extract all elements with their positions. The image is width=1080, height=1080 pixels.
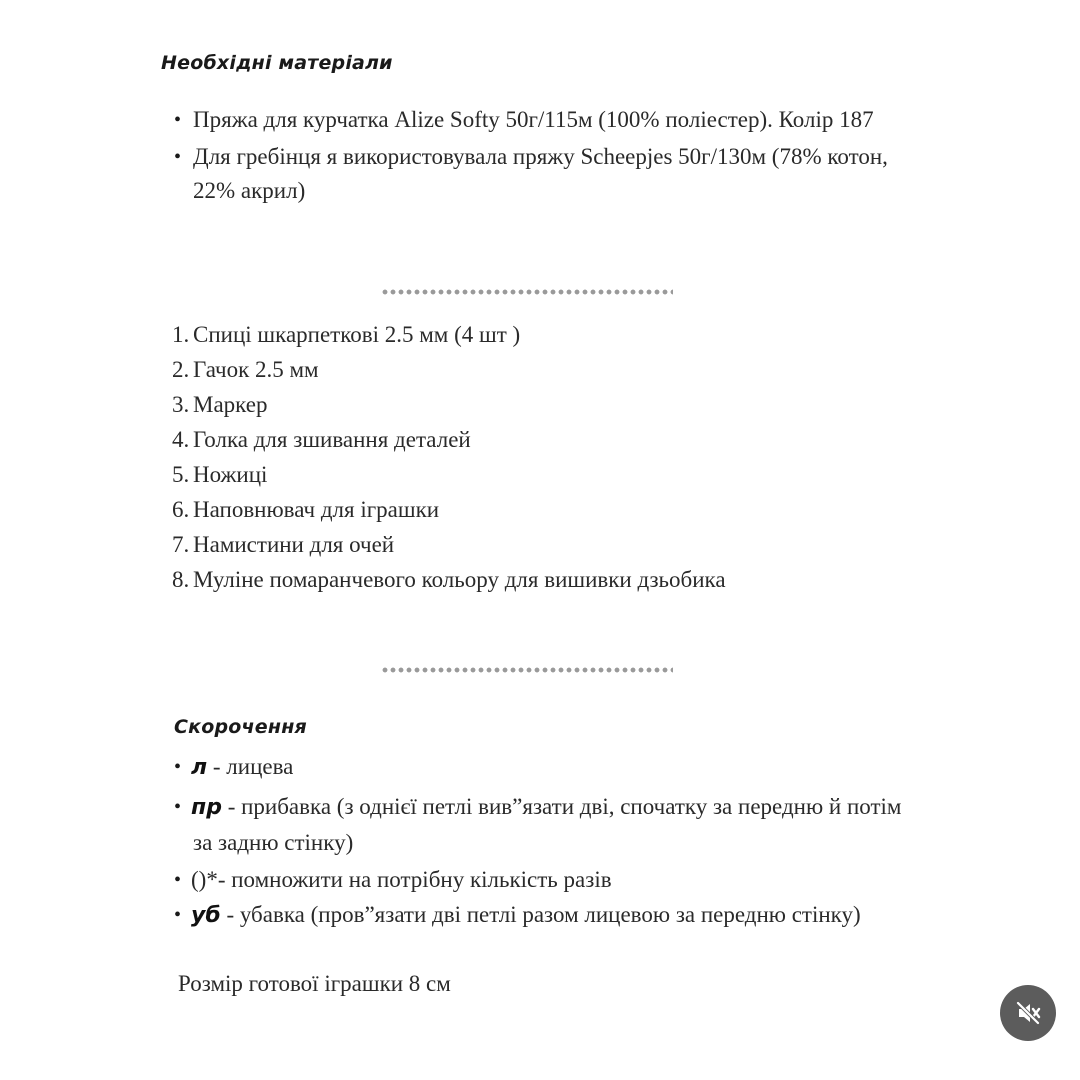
list-number: 4. bbox=[172, 427, 190, 452]
abbreviation-desc: - лицева bbox=[207, 754, 294, 779]
dotted-divider bbox=[381, 289, 673, 295]
yarn-item-text: Пряжа для курчатка Alize Softy 50г/115м (100% поліестер). Колір 187 bbox=[193, 107, 874, 132]
tool-text: Гачок 2.5 мм bbox=[193, 357, 319, 382]
list-number: 6. bbox=[172, 497, 190, 522]
abbreviation-term: л bbox=[191, 755, 208, 780]
bullet: • bbox=[174, 146, 182, 168]
list-number: 5. bbox=[172, 462, 190, 487]
materials-heading: Необхідні матеріали bbox=[161, 52, 393, 74]
abbreviation-entry bbox=[191, 752, 293, 783]
abbreviation-entry bbox=[191, 900, 861, 931]
abbreviations-heading: Скорочення bbox=[174, 716, 307, 738]
speaker-muted-icon bbox=[1013, 998, 1043, 1028]
abbreviation-desc: - убавка (пров”язати дві петлі разом лицевою за передню стінку) bbox=[220, 902, 861, 927]
list-number: 2. bbox=[172, 357, 190, 382]
list-number: 1. bbox=[172, 322, 190, 347]
abbreviation-entry bbox=[191, 792, 901, 823]
list-number: 3. bbox=[172, 392, 190, 417]
dotted-divider bbox=[381, 667, 673, 673]
bullet: • bbox=[174, 796, 182, 818]
tool-text: Маркер bbox=[193, 392, 268, 417]
abbreviation-term: пр bbox=[191, 795, 222, 820]
size-note: Розмір готової іграшки 8 см bbox=[178, 971, 451, 996]
abbreviation-desc: - прибавка (з однієї петлі вив”язати дві, спочатку за передню й потім bbox=[221, 794, 902, 819]
bullet: • bbox=[174, 756, 182, 778]
tool-text: Спиці шкарпеткові 2.5 мм (4 шт ) bbox=[193, 322, 521, 347]
abbreviation-desc: ()*- помножити на потрібну кількість разів bbox=[191, 867, 612, 892]
yarn-item-text-continued: 22% акрил) bbox=[193, 178, 306, 203]
abbreviation-entry bbox=[191, 865, 612, 895]
list-number: 7. bbox=[172, 532, 190, 557]
bullet: • bbox=[174, 904, 182, 926]
tool-text: Муліне помаранчевого кольору для вишивки дзьобика bbox=[193, 567, 726, 592]
abbreviation-term: уб bbox=[191, 903, 221, 928]
tool-text: Намистини для очей bbox=[193, 532, 395, 557]
abbreviation-desc-continued: за задню стінку) bbox=[193, 830, 354, 855]
tool-text: Наповнювач для іграшки bbox=[193, 497, 440, 522]
list-number: 8. bbox=[172, 567, 190, 592]
mute-button[interactable] bbox=[1000, 985, 1056, 1041]
tool-text: Голка для зшивання деталей bbox=[193, 427, 471, 452]
tool-text: Ножиці bbox=[193, 462, 268, 487]
bullet: • bbox=[174, 109, 182, 131]
yarn-item-text: Для гребінця я використовувала пряжу Scheepjes 50г/130м (78% котон, bbox=[193, 144, 888, 169]
bullet: • bbox=[174, 869, 182, 891]
